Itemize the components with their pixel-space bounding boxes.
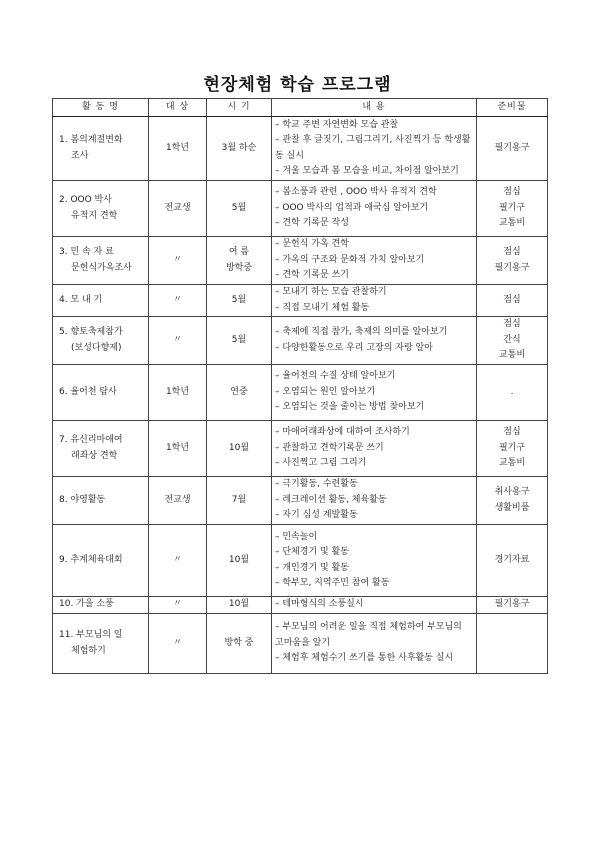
- content-item: – 단체경기 및 활동: [275, 547, 349, 557]
- content-item: – 체험후 체험수기 쓰기를 통한 사후활동 실시: [275, 653, 454, 664]
- prep-item: 점심: [503, 427, 521, 438]
- prep-item: 점심: [503, 247, 521, 257]
- time-cell: [207, 181, 272, 237]
- content-item: – 오염되는 원인 알아보기: [275, 386, 376, 397]
- content-cell: [272, 117, 477, 181]
- content-cell: [272, 365, 477, 421]
- activity-cell: [53, 181, 149, 237]
- content-item: – 부모님의 어려운 일을 직접 체험하여 부모님의 고마움을 알기: [275, 622, 462, 648]
- activity-cell: [53, 117, 149, 181]
- activity-name: 5. 향토축제참가: [59, 327, 123, 337]
- table-row: [53, 117, 548, 181]
- prep-cell: [477, 117, 548, 181]
- target-cell: 〃: [149, 525, 207, 597]
- prep-cell: [477, 181, 548, 237]
- content-item: – 모내기 하는 모습 관찰하기: [275, 287, 387, 297]
- time-cell: [207, 477, 272, 525]
- target-cell: 〃: [149, 597, 207, 614]
- activity-cell: [53, 597, 149, 614]
- target-cell: 1학년: [149, 365, 207, 421]
- table-row: [53, 181, 548, 237]
- prep-item: 필기용구: [494, 262, 530, 273]
- target-cell: 〃: [149, 285, 207, 317]
- content-item: – OOO 박사의 업적과 애국심 알아보기: [275, 202, 429, 213]
- activity-cell: [53, 614, 149, 674]
- time-cell: [207, 317, 272, 365]
- activity-name: 9. 추계체육대회: [59, 554, 123, 565]
- prep-item: 필기구: [498, 442, 526, 453]
- target-cell: 전교생: [149, 477, 207, 525]
- content-cell: [272, 597, 477, 614]
- program-table: [52, 98, 548, 674]
- table-row: [53, 597, 548, 614]
- prep-item: 경기자료: [494, 554, 530, 565]
- prep-item: 점심: [503, 319, 521, 330]
- prep-item: .: [510, 386, 514, 397]
- activity-name: 조사: [71, 150, 89, 161]
- content-item: – 테마형식의 소풍실시: [275, 599, 364, 610]
- prep-cell: [477, 421, 548, 477]
- prep-item: 취사용구: [494, 487, 530, 497]
- activity-name: 10. 가을 소풍: [59, 599, 114, 610]
- target-cell: 〃: [149, 317, 207, 365]
- content-item: – 민속놀이: [275, 531, 318, 542]
- time-text: 10월: [228, 554, 250, 565]
- content-cell: [272, 317, 477, 365]
- time-cell: [207, 285, 272, 317]
- content-item: – 극기활동, 수련활동: [275, 479, 358, 490]
- content-item: – 학부모, 지역주민 참여 활동: [275, 578, 390, 588]
- activity-cell: [53, 525, 149, 597]
- content-item: – 가옥의 구조와 문화적 가치 알아보기: [275, 254, 425, 265]
- content-item: – 자기 심성 계발활동: [275, 510, 358, 521]
- activity-name: 11. 부모님의 일: [59, 630, 123, 640]
- table-row: [53, 525, 548, 597]
- prep-item: 교통비: [498, 350, 526, 361]
- target-cell: 전교생: [149, 181, 207, 237]
- prep-item: 생활비품: [494, 502, 530, 513]
- content-item: – 마애여래좌상에 대하여 조사하기: [275, 427, 410, 438]
- prep-item: 점심: [503, 187, 521, 198]
- content-item: – 직접 모내기 체험 활동: [275, 302, 370, 313]
- content-item: – 겨울 모습과 봄 모습을 비교, 차이점 알아보기: [275, 166, 459, 176]
- table-row: [53, 285, 548, 317]
- prep-cell: [477, 285, 548, 317]
- activity-name: 3. 민 속 자 료: [59, 247, 114, 257]
- time-text: 10월: [228, 442, 250, 453]
- table-row: [53, 614, 548, 674]
- header-prep: 준비물: [477, 99, 548, 117]
- time-text: 3월 하순: [221, 142, 257, 153]
- time-cell: [207, 365, 272, 421]
- prep-cell: [477, 237, 548, 285]
- prep-item: 교통비: [498, 458, 526, 469]
- header-time: 시 기: [207, 99, 272, 117]
- activity-cell: [53, 237, 149, 285]
- activity-name: 8. 야영활동: [59, 494, 106, 505]
- activity-cell: [53, 317, 149, 365]
- activity-cell: [53, 285, 149, 317]
- activity-name: 7. 유신리마애여: [59, 435, 123, 445]
- activity-name: 6. 율어천 탐사: [59, 386, 117, 397]
- target-cell: 1학년: [149, 117, 207, 181]
- content-item: – 축제에 직접 참가, 축제의 의미를 알아보기: [275, 327, 448, 337]
- prep-item: 점심: [503, 294, 521, 305]
- content-item: – 다양한활동으로 우리 고장의 자랑 알아: [275, 342, 433, 353]
- prep-cell: [477, 477, 548, 525]
- time-cell: [207, 525, 272, 597]
- time-cell: [207, 421, 272, 477]
- prep-cell: [477, 525, 548, 597]
- table-row: [53, 365, 548, 421]
- header-activity: 활 동 명: [53, 99, 149, 117]
- prep-cell: [477, 614, 548, 674]
- header-row: [53, 99, 548, 117]
- activity-cell: [53, 477, 149, 525]
- content-cell: [272, 181, 477, 237]
- content-item: – 관찰하고 견학기록문 쓰기: [275, 442, 384, 453]
- content-item: – 관찰 후 글짓기, 그림그리기, 사진찍기 등 학생활동 실시: [275, 135, 471, 161]
- time-cell: [207, 597, 272, 614]
- content-item: – 견학 기록문 쓰기: [275, 270, 349, 281]
- content-cell: [272, 237, 477, 285]
- content-cell: [272, 614, 477, 674]
- table-row: [53, 477, 548, 525]
- prep-item: 필기용구: [494, 599, 530, 610]
- content-item: – 율어천의 수질 상태 알아보기: [275, 371, 396, 382]
- content-item: – 견학 기록문 작성: [275, 218, 349, 229]
- activity-name: (보성다향제): [71, 342, 122, 353]
- activity-name: 1. 봄의계절변화: [59, 135, 123, 145]
- content-item: – 사진찍고 그림 그리기: [275, 458, 367, 469]
- header-target: 대 상: [149, 99, 207, 117]
- time-text: 10월: [228, 599, 250, 610]
- content-item: – 문헌식 가옥 견학: [275, 239, 349, 250]
- time-text: 5월: [231, 294, 247, 305]
- page-title: 현장체험 학습 프로그램: [203, 75, 392, 95]
- time-cell: [207, 614, 272, 674]
- time-text: 연중: [230, 386, 248, 397]
- time-text: 여 름: [228, 247, 250, 257]
- activity-name: 래좌상 견학: [71, 450, 118, 461]
- prep-item: 간식: [503, 334, 521, 345]
- activity-name: 체험하기: [71, 645, 106, 656]
- activity-cell: [53, 365, 149, 421]
- activity-cell: [53, 421, 149, 477]
- time-cell: [207, 117, 272, 181]
- prep-cell: [477, 317, 548, 365]
- prep-item: 필기구: [498, 202, 526, 213]
- time-text: 7월: [231, 494, 247, 505]
- table-row: [53, 237, 548, 285]
- program-body: [53, 117, 548, 674]
- content-item: – 레크레이션 활동, 체육활동: [275, 494, 387, 505]
- activity-name: 유적지 견학: [71, 210, 118, 221]
- content-cell: [272, 285, 477, 317]
- prep-cell: [477, 597, 548, 614]
- prep-cell: [477, 365, 548, 421]
- content-item: – 학교 주변 자연변화 모습 관찰: [275, 119, 399, 130]
- target-cell: 〃: [149, 614, 207, 674]
- time-text: 5월: [231, 202, 247, 213]
- header-content: 내 용: [272, 99, 477, 117]
- content-cell: [272, 477, 477, 525]
- time-text: 방학 중: [224, 637, 254, 648]
- content-cell: [272, 421, 477, 477]
- prep-item: 필기용구: [494, 142, 530, 153]
- activity-name: 2. OOO 박사: [59, 195, 112, 205]
- activity-name: 4. 모 내 기: [59, 294, 103, 305]
- content-cell: [272, 525, 477, 597]
- content-item: – 개인경기 및 활동: [275, 562, 349, 573]
- table-row: [53, 317, 548, 365]
- content-item: – 오염되는 것을 줄이는 방법 찾아보기: [275, 402, 425, 413]
- time-text: 방학중: [225, 262, 253, 273]
- time-cell: [207, 237, 272, 285]
- activity-name: 문헌식가옥조사: [71, 262, 132, 273]
- target-cell: 〃: [149, 237, 207, 285]
- prep-item: 교통비: [498, 218, 526, 229]
- table-row: [53, 421, 548, 477]
- target-cell: 1학년: [149, 421, 207, 477]
- time-text: 5월: [231, 334, 247, 345]
- content-item: – 봄소풍과 관련 , OOO 박사 유적지 견학: [275, 187, 437, 198]
